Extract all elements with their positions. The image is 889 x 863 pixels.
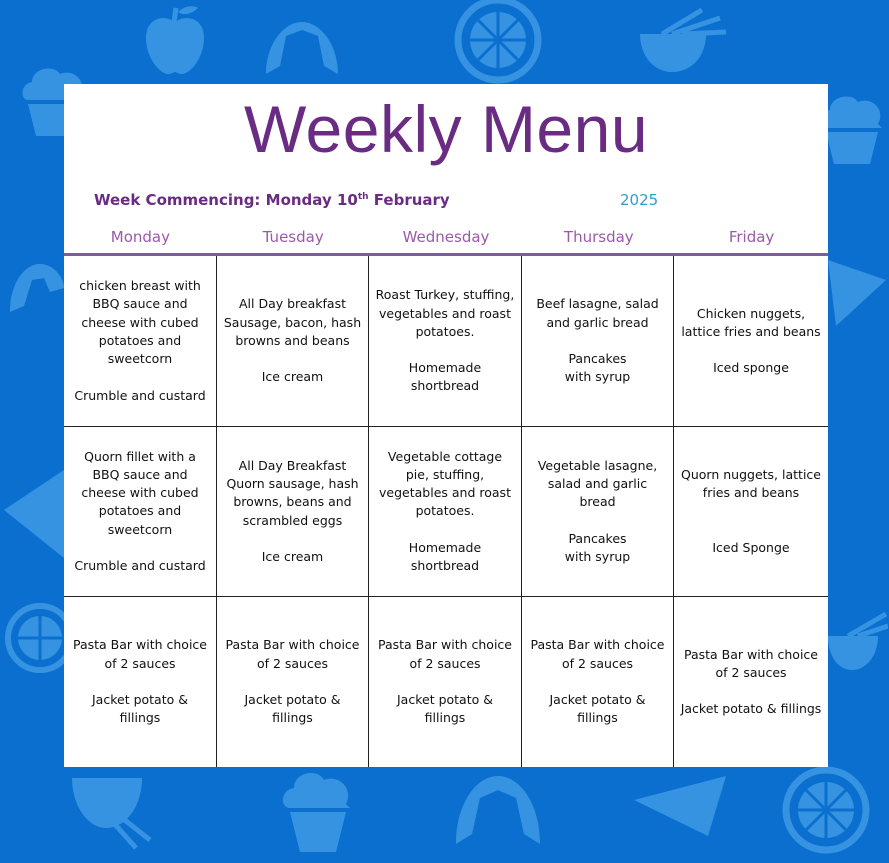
day-header-monday: Monday: [110, 228, 170, 246]
noodle-bowl-icon: [66, 770, 156, 850]
orange-slice-icon: [4, 600, 66, 676]
croissant-icon: [6, 258, 66, 318]
week-commencing: [94, 191, 450, 209]
menu-cell-tuesday-row3: Pasta Bar with choice of 2 sauces Jacket potato & fillings: [217, 597, 369, 767]
croissant-icon: [262, 14, 342, 84]
apple-icon: [142, 2, 208, 76]
noodle-bowl-icon: [828, 606, 888, 676]
menu-cell-friday-row1: Chicken nuggets, lattice fries and beans Iced sponge: [674, 256, 828, 427]
week-commencing-suffix: February: [368, 191, 450, 209]
menu-table: [64, 256, 828, 767]
pizza-slice-icon: [826, 256, 888, 328]
croissant-icon: [452, 770, 544, 850]
pizza-slice-icon: [632, 770, 728, 840]
menu-cell-wednesday-row1: Roast Turkey, stuffing, vegetables and roast potatoes. Homemade shortbread: [369, 256, 522, 427]
menu-cell-friday-row2: Quorn nuggets, lattice fries and beans Iced Sponge: [674, 427, 828, 597]
menu-cell-monday-row3: Pasta Bar with choice of 2 sauces Jacket potato & fillings: [64, 597, 217, 767]
menu-cell-thursday-row2: Vegetable lasagne, salad and garlic bread Pancakes with syrup: [522, 427, 674, 597]
year-label: 2025: [620, 191, 659, 209]
menu-cell-tuesday-row1: All Day breakfast Sausage, bacon, hash browns and beans Ice cream: [217, 256, 369, 427]
day-header-row: [64, 228, 828, 250]
day-header-thursday: Thursday: [563, 228, 634, 246]
menu-cell-thursday-row1: Beef lasagne, salad and garlic bread Pancakes with syrup: [522, 256, 674, 427]
page-title: Weekly Menu: [243, 92, 649, 166]
menu-cell-monday-row2: Quorn fillet with a BBQ sauce and cheese with cubed potatoes and sweetcorn Crumble and custard: [64, 427, 217, 597]
menu-cell-monday-row1: chicken breast with BBQ sauce and cheese with cubed potatoes and sweetcorn Crumble and custard: [64, 256, 217, 427]
menu-cell-wednesday-row3: Pasta Bar with choice of 2 sauces Jacket potato & fillings: [369, 597, 522, 767]
menu-cell-tuesday-row2: All Day Breakfast Quorn sausage, hash browns, beans and scrambled eggs Ice cream: [217, 427, 369, 597]
orange-slice-icon: [452, 0, 544, 84]
menu-cell-wednesday-row2: Vegetable cottage pie, stuffing, vegetables and roast potatoes. Homemade shortbread: [369, 427, 522, 597]
week-commencing-prefix: Week Commencing: Monday 10: [94, 191, 358, 209]
pizza-slice-icon: [4, 470, 64, 560]
orange-slice-icon: [780, 764, 872, 856]
day-header-friday: Friday: [728, 228, 775, 246]
menu-cell-friday-row3: Pasta Bar with choice of 2 sauces Jacket potato & fillings: [680, 646, 822, 717]
day-header-wednesday: Wednesday: [402, 228, 490, 246]
week-commencing-ordinal: th: [357, 192, 369, 202]
day-header-tuesday: Tuesday: [262, 228, 324, 246]
noodle-bowl-icon: [632, 4, 732, 80]
cupcake-icon: [276, 766, 360, 854]
menu-cell-thursday-row3: Pasta Bar with choice of 2 sauces Jacket potato & fillings: [522, 597, 674, 767]
menu-card: [64, 84, 828, 767]
